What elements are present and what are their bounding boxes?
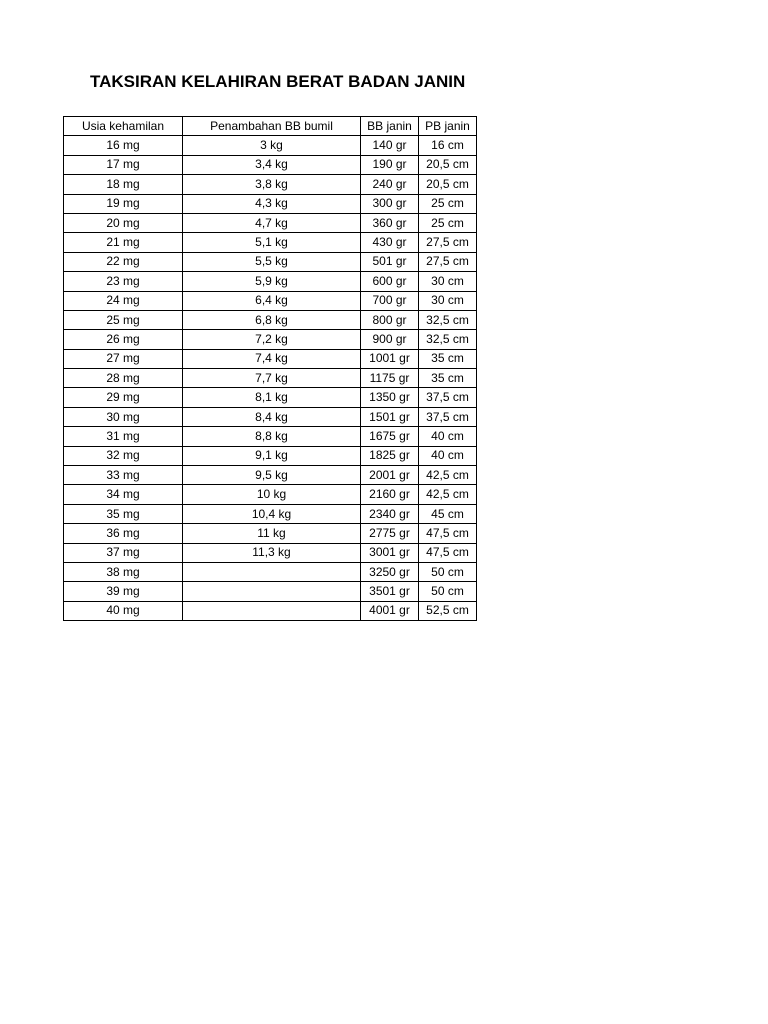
cell-usia-kehamilan: 38 mg [64, 562, 183, 581]
table-row [64, 175, 477, 194]
cell-usia-kehamilan: 27 mg [64, 349, 183, 368]
cell-pb-janin: 30 cm [419, 291, 477, 310]
cell-pb-janin: 35 cm [419, 369, 477, 388]
table-row [64, 446, 477, 465]
cell-bb-janin: 1350 gr [361, 388, 419, 407]
table-row [64, 427, 477, 446]
header-penambahan-bb-bumil: Penambahan BB bumil [183, 117, 361, 136]
cell-bb-janin: 3501 gr [361, 582, 419, 601]
cell-usia-kehamilan: 22 mg [64, 252, 183, 271]
table-row [64, 155, 477, 174]
cell-penambahan-bb-bumil: 8,8 kg [183, 427, 361, 446]
header-pb-janin: PB janin [419, 117, 477, 136]
cell-bb-janin: 2160 gr [361, 485, 419, 504]
table-body [64, 136, 477, 621]
cell-penambahan-bb-bumil [183, 601, 361, 620]
cell-pb-janin: 52,5 cm [419, 601, 477, 620]
cell-usia-kehamilan: 32 mg [64, 446, 183, 465]
cell-bb-janin: 430 gr [361, 233, 419, 252]
cell-bb-janin: 3001 gr [361, 543, 419, 562]
cell-pb-janin: 16 cm [419, 136, 477, 155]
table-row [64, 252, 477, 271]
cell-usia-kehamilan: 20 mg [64, 213, 183, 232]
cell-pb-janin: 20,5 cm [419, 155, 477, 174]
cell-bb-janin: 360 gr [361, 213, 419, 232]
cell-penambahan-bb-bumil: 6,4 kg [183, 291, 361, 310]
cell-pb-janin: 32,5 cm [419, 330, 477, 349]
cell-bb-janin: 2340 gr [361, 504, 419, 523]
cell-bb-janin: 1675 gr [361, 427, 419, 446]
cell-pb-janin: 42,5 cm [419, 466, 477, 485]
table-row [64, 407, 477, 426]
cell-penambahan-bb-bumil: 4,7 kg [183, 213, 361, 232]
cell-usia-kehamilan: 37 mg [64, 543, 183, 562]
cell-pb-janin: 50 cm [419, 582, 477, 601]
cell-pb-janin: 50 cm [419, 562, 477, 581]
cell-usia-kehamilan: 33 mg [64, 466, 183, 485]
cell-pb-janin: 32,5 cm [419, 310, 477, 329]
cell-bb-janin: 2775 gr [361, 524, 419, 543]
cell-pb-janin: 40 cm [419, 446, 477, 465]
cell-pb-janin: 30 cm [419, 272, 477, 291]
cell-bb-janin: 300 gr [361, 194, 419, 213]
cell-usia-kehamilan: 29 mg [64, 388, 183, 407]
cell-bb-janin: 800 gr [361, 310, 419, 329]
cell-bb-janin: 2001 gr [361, 466, 419, 485]
cell-pb-janin: 27,5 cm [419, 252, 477, 271]
cell-penambahan-bb-bumil: 3 kg [183, 136, 361, 155]
fetal-weight-table [63, 116, 477, 621]
cell-usia-kehamilan: 21 mg [64, 233, 183, 252]
table-row [64, 466, 477, 485]
table-header-row [64, 117, 477, 136]
cell-usia-kehamilan: 34 mg [64, 485, 183, 504]
cell-bb-janin: 900 gr [361, 330, 419, 349]
cell-usia-kehamilan: 35 mg [64, 504, 183, 523]
cell-penambahan-bb-bumil: 5,9 kg [183, 272, 361, 291]
cell-penambahan-bb-bumil [183, 582, 361, 601]
cell-usia-kehamilan: 40 mg [64, 601, 183, 620]
table-row [64, 349, 477, 368]
cell-pb-janin: 20,5 cm [419, 175, 477, 194]
cell-pb-janin: 27,5 cm [419, 233, 477, 252]
cell-bb-janin: 700 gr [361, 291, 419, 310]
cell-penambahan-bb-bumil: 10,4 kg [183, 504, 361, 523]
cell-bb-janin: 3250 gr [361, 562, 419, 581]
cell-usia-kehamilan: 31 mg [64, 427, 183, 446]
header-usia-kehamilan: Usia kehamilan [64, 117, 183, 136]
cell-penambahan-bb-bumil: 11 kg [183, 524, 361, 543]
cell-bb-janin: 190 gr [361, 155, 419, 174]
cell-bb-janin: 1175 gr [361, 369, 419, 388]
table-row [64, 330, 477, 349]
table-row [64, 582, 477, 601]
cell-usia-kehamilan: 26 mg [64, 330, 183, 349]
cell-penambahan-bb-bumil: 4,3 kg [183, 194, 361, 213]
cell-pb-janin: 45 cm [419, 504, 477, 523]
cell-usia-kehamilan: 24 mg [64, 291, 183, 310]
cell-penambahan-bb-bumil: 9,5 kg [183, 466, 361, 485]
cell-usia-kehamilan: 16 mg [64, 136, 183, 155]
cell-usia-kehamilan: 28 mg [64, 369, 183, 388]
cell-pb-janin: 37,5 cm [419, 388, 477, 407]
cell-bb-janin: 501 gr [361, 252, 419, 271]
cell-penambahan-bb-bumil: 7,4 kg [183, 349, 361, 368]
cell-usia-kehamilan: 36 mg [64, 524, 183, 543]
table-row [64, 213, 477, 232]
table-row [64, 524, 477, 543]
table-row [64, 388, 477, 407]
cell-penambahan-bb-bumil: 5,1 kg [183, 233, 361, 252]
page-title: TAKSIRAN KELAHIRAN BERAT BADAN JANIN [90, 72, 466, 91]
cell-bb-janin: 1501 gr [361, 407, 419, 426]
cell-penambahan-bb-bumil: 10 kg [183, 485, 361, 504]
cell-pb-janin: 47,5 cm [419, 524, 477, 543]
cell-penambahan-bb-bumil [183, 562, 361, 581]
cell-penambahan-bb-bumil: 3,4 kg [183, 155, 361, 174]
cell-bb-janin: 1825 gr [361, 446, 419, 465]
cell-bb-janin: 600 gr [361, 272, 419, 291]
table-row [64, 562, 477, 581]
cell-penambahan-bb-bumil: 6,8 kg [183, 310, 361, 329]
cell-usia-kehamilan: 23 mg [64, 272, 183, 291]
table-row [64, 194, 477, 213]
cell-usia-kehamilan: 25 mg [64, 310, 183, 329]
cell-bb-janin: 240 gr [361, 175, 419, 194]
cell-penambahan-bb-bumil: 5,5 kg [183, 252, 361, 271]
cell-pb-janin: 25 cm [419, 213, 477, 232]
cell-pb-janin: 25 cm [419, 194, 477, 213]
cell-penambahan-bb-bumil: 7,7 kg [183, 369, 361, 388]
table-row [64, 504, 477, 523]
table-row [64, 136, 477, 155]
cell-bb-janin: 140 gr [361, 136, 419, 155]
cell-penambahan-bb-bumil: 3,8 kg [183, 175, 361, 194]
cell-bb-janin: 1001 gr [361, 349, 419, 368]
table-row [64, 543, 477, 562]
cell-usia-kehamilan: 18 mg [64, 175, 183, 194]
table-row [64, 291, 477, 310]
table-row [64, 369, 477, 388]
cell-pb-janin: 35 cm [419, 349, 477, 368]
cell-usia-kehamilan: 19 mg [64, 194, 183, 213]
table-row [64, 233, 477, 252]
cell-penambahan-bb-bumil: 8,1 kg [183, 388, 361, 407]
cell-pb-janin: 47,5 cm [419, 543, 477, 562]
cell-penambahan-bb-bumil: 11,3 kg [183, 543, 361, 562]
cell-pb-janin: 40 cm [419, 427, 477, 446]
cell-usia-kehamilan: 17 mg [64, 155, 183, 174]
cell-penambahan-bb-bumil: 9,1 kg [183, 446, 361, 465]
cell-pb-janin: 37,5 cm [419, 407, 477, 426]
table-row [64, 310, 477, 329]
table-row [64, 272, 477, 291]
header-bb-janin: BB janin [361, 117, 419, 136]
cell-usia-kehamilan: 39 mg [64, 582, 183, 601]
table-row [64, 485, 477, 504]
cell-usia-kehamilan: 30 mg [64, 407, 183, 426]
cell-bb-janin: 4001 gr [361, 601, 419, 620]
cell-pb-janin: 42,5 cm [419, 485, 477, 504]
table-row [64, 601, 477, 620]
cell-penambahan-bb-bumil: 7,2 kg [183, 330, 361, 349]
cell-penambahan-bb-bumil: 8,4 kg [183, 407, 361, 426]
